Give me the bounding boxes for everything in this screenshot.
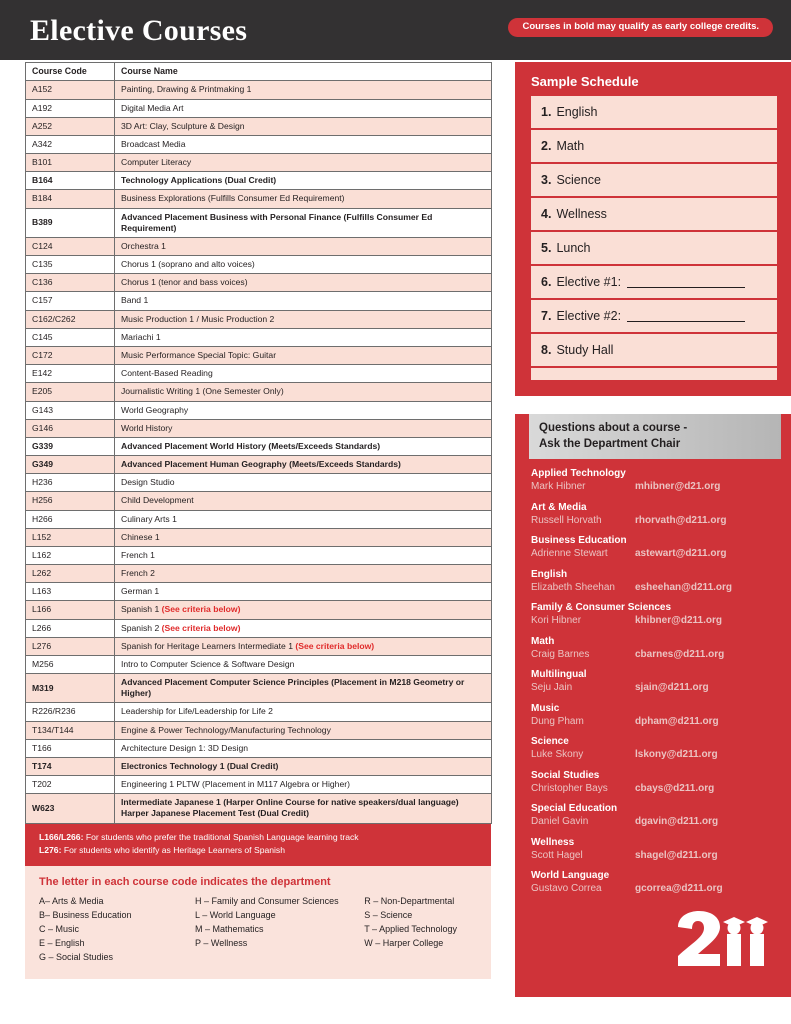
cell-course-code: A252 bbox=[26, 117, 115, 135]
chair-department: Social Studies bbox=[531, 769, 600, 781]
chair-contact-line bbox=[531, 815, 781, 829]
cell-course-name: Journalistic Writing 1 (One Semester Only) bbox=[115, 383, 492, 401]
cell-course-code: C162/C262 bbox=[26, 310, 115, 328]
cell-course-name: Intro to Computer Science & Software Design bbox=[115, 655, 492, 673]
chair-entry bbox=[531, 534, 781, 561]
chair-contact-line bbox=[531, 614, 781, 628]
table-row bbox=[26, 419, 492, 437]
chair-email[interactable]: khibner@d211.org bbox=[635, 615, 722, 627]
cell-course-name: Computer Literacy bbox=[115, 154, 492, 172]
chair-contact-line bbox=[531, 849, 781, 863]
cell-course-code: B184 bbox=[26, 190, 115, 208]
table-row bbox=[26, 674, 492, 703]
chair-department: English bbox=[531, 568, 568, 580]
legend-item: T – Applied Technology bbox=[364, 924, 457, 935]
chair-email[interactable]: gcorrea@d211.org bbox=[635, 883, 723, 895]
criteria-text: For students who identify as Heritage Learners of Spanish bbox=[61, 845, 286, 856]
chair-contact-line bbox=[531, 748, 781, 762]
table-row bbox=[26, 81, 492, 99]
see-criteria-note: (See criteria below) bbox=[161, 622, 241, 633]
legend-item: A– Arts & Media bbox=[39, 896, 104, 907]
schedule-blank-row bbox=[531, 368, 777, 380]
chair-email[interactable]: lskony@d211.org bbox=[635, 749, 718, 761]
table-row bbox=[26, 757, 492, 775]
cell-course-code: H256 bbox=[26, 492, 115, 510]
table-row bbox=[26, 619, 492, 637]
chair-entry bbox=[531, 769, 781, 796]
cell-course-code: T134/T144 bbox=[26, 721, 115, 739]
cell-course-code: L266 bbox=[26, 619, 115, 637]
cell-course-code: M319 bbox=[26, 674, 115, 703]
cell-course-name: Advanced Placement Human Geography (Meets/Exceeds Standards) bbox=[115, 456, 492, 474]
chair-name: Mark Hibner bbox=[531, 481, 586, 493]
table-row bbox=[26, 474, 492, 492]
schedule-period-number: 2. bbox=[541, 139, 552, 153]
legend-item: C – Music bbox=[39, 924, 80, 935]
legend-columns bbox=[39, 895, 477, 965]
chair-department: Applied Technology bbox=[531, 468, 626, 480]
cell-course-name: Spanish 2 (See criteria below) bbox=[115, 619, 492, 637]
chair-name: Russell Horvath bbox=[531, 514, 602, 526]
table-row bbox=[26, 528, 492, 546]
cell-course-name: Engine & Power Technology/Manufacturing Technology bbox=[115, 721, 492, 739]
cell-course-name: Advanced Placement Computer Science Principles (Placement in M218 Geometry or Higher) bbox=[115, 674, 492, 703]
chair-department: World Language bbox=[531, 870, 610, 882]
legend-item: M – Mathematics bbox=[195, 924, 264, 935]
cell-course-name: Business Explorations (Fulfills Consumer Ed Requirement) bbox=[115, 190, 492, 208]
cell-course-code: A192 bbox=[26, 99, 115, 117]
table-row bbox=[26, 721, 492, 739]
cell-course-code: B164 bbox=[26, 172, 115, 190]
cell-course-name: Culinary Arts 1 bbox=[115, 510, 492, 528]
chair-name: Scott Hagel bbox=[531, 849, 583, 861]
criteria-label: L166/L266: bbox=[39, 831, 84, 842]
legend-item: L – World Language bbox=[195, 910, 276, 921]
chair-email[interactable]: sjain@d211.org bbox=[635, 682, 709, 694]
chair-contact-line bbox=[531, 681, 781, 695]
schedule-row bbox=[531, 232, 777, 264]
elective-write-in-line[interactable] bbox=[627, 311, 745, 322]
schedule-period-label: Lunch bbox=[556, 241, 591, 255]
chair-entry bbox=[531, 735, 781, 762]
sample-schedule-title: Sample Schedule bbox=[531, 74, 639, 89]
table-row bbox=[26, 637, 492, 655]
table-row bbox=[26, 99, 492, 117]
legend-item: W – Harper College bbox=[364, 937, 444, 948]
criteria-text: For students who prefer the traditional Spanish Language learning track bbox=[83, 831, 359, 842]
cell-course-code: B389 bbox=[26, 208, 115, 237]
legend-item: E – English bbox=[39, 937, 85, 948]
schedule-period-label: Elective #2: bbox=[556, 309, 622, 323]
cell-course-name: World History bbox=[115, 419, 492, 437]
table-row bbox=[26, 655, 492, 673]
sample-schedule-card bbox=[515, 62, 791, 396]
cell-course-code: A342 bbox=[26, 135, 115, 153]
cell-course-name: Chorus 1 (soprano and alto voices) bbox=[115, 256, 492, 274]
cell-course-name: German 1 bbox=[115, 583, 492, 601]
cell-course-name: Leadership for Life/Leadership for Life 2 bbox=[115, 703, 492, 721]
chair-department: Music bbox=[531, 702, 560, 714]
chair-entry bbox=[531, 568, 781, 595]
chair-entry bbox=[531, 467, 781, 494]
chair-name: Craig Barnes bbox=[531, 648, 590, 660]
table-row bbox=[26, 776, 492, 794]
legend-column bbox=[364, 895, 477, 965]
chair-contact-line bbox=[531, 514, 781, 528]
schedule-row bbox=[531, 164, 777, 196]
logo-area bbox=[515, 903, 791, 987]
schedule-row bbox=[531, 334, 777, 366]
cell-course-code: L162 bbox=[26, 546, 115, 564]
table-row bbox=[26, 154, 492, 172]
cell-course-code: L152 bbox=[26, 528, 115, 546]
schedule-period-label: Elective #1: bbox=[556, 275, 622, 289]
cell-course-name: Broadcast Media bbox=[115, 135, 492, 153]
district-211-logo bbox=[675, 910, 769, 973]
chair-email[interactable]: mhibner@d21.org bbox=[635, 481, 721, 493]
chair-name: Daniel Gavin bbox=[531, 816, 589, 828]
schedule-row bbox=[531, 130, 777, 162]
right-column bbox=[515, 62, 791, 997]
cell-course-code: C172 bbox=[26, 347, 115, 365]
table-row bbox=[26, 601, 492, 619]
table-row bbox=[26, 190, 492, 208]
criteria-label: L276: bbox=[39, 845, 62, 856]
chair-entry bbox=[531, 668, 781, 695]
table-row bbox=[26, 256, 492, 274]
cell-course-code: C145 bbox=[26, 328, 115, 346]
column-header-course-name: Course Name bbox=[115, 63, 492, 81]
schedule-period-label: Wellness bbox=[556, 207, 607, 221]
cell-course-code: L166 bbox=[26, 601, 115, 619]
chair-email[interactable]: cbays@d211.org bbox=[635, 782, 715, 794]
cell-course-code: R226/R236 bbox=[26, 703, 115, 721]
cell-course-code: C157 bbox=[26, 292, 115, 310]
cell-course-name: Orchestra 1 bbox=[115, 237, 492, 255]
see-criteria-note: (See criteria below) bbox=[161, 604, 241, 615]
table-row bbox=[26, 794, 492, 823]
left-column bbox=[25, 62, 491, 979]
page-header bbox=[0, 0, 791, 60]
chair-department: Multilingual bbox=[531, 669, 587, 681]
chair-email[interactable]: dgavin@d211.org bbox=[635, 816, 719, 828]
cell-course-code: T166 bbox=[26, 739, 115, 757]
schedule-period-label: English bbox=[556, 105, 598, 119]
table-row bbox=[26, 328, 492, 346]
chair-entry bbox=[531, 702, 781, 729]
chair-contact-line bbox=[531, 782, 781, 796]
chair-contact-line bbox=[531, 480, 781, 494]
schedule-period-number: 8. bbox=[541, 343, 552, 357]
table-row bbox=[26, 492, 492, 510]
cell-course-name: Child Development bbox=[115, 492, 492, 510]
page-title: Elective Courses bbox=[30, 14, 248, 47]
legend-item: P – Wellness bbox=[195, 937, 248, 948]
chair-department: Family & Consumer Sciences bbox=[531, 602, 672, 614]
chair-department: Wellness bbox=[531, 836, 575, 848]
table-row bbox=[26, 401, 492, 419]
chair-contact-line bbox=[531, 648, 781, 662]
cell-course-name: Content-Based Reading bbox=[115, 365, 492, 383]
cell-course-name: Music Performance Special Topic: Guitar bbox=[115, 347, 492, 365]
chair-department: Math bbox=[531, 635, 555, 647]
cell-course-name: Design Studio bbox=[115, 474, 492, 492]
legend-column bbox=[39, 895, 195, 965]
cell-course-name: Band 1 bbox=[115, 292, 492, 310]
legend-item: H – Family and Consumer Sciences bbox=[195, 896, 339, 907]
cell-course-name: Spanish for Heritage Learners Intermediate 1 (See criteria below) bbox=[115, 637, 492, 655]
heading-line-2: Ask the Department Chair bbox=[539, 437, 681, 450]
chair-email[interactable]: astewart@d211.org bbox=[635, 548, 727, 560]
cell-course-code: L163 bbox=[26, 583, 115, 601]
schedule-row bbox=[531, 198, 777, 230]
criteria-line bbox=[39, 844, 481, 858]
cell-course-code: B101 bbox=[26, 154, 115, 172]
cell-course-code: E142 bbox=[26, 365, 115, 383]
table-header-row bbox=[26, 63, 492, 81]
chair-email[interactable]: cbarnes@d211.org bbox=[635, 648, 725, 660]
department-chair-heading bbox=[529, 414, 781, 459]
chair-name: Adrienne Stewart bbox=[531, 548, 608, 560]
legend-item: S – Science bbox=[364, 910, 413, 921]
chair-name: Kori Hibner bbox=[531, 615, 582, 627]
cell-course-code: G339 bbox=[26, 437, 115, 455]
cell-course-name: Mariachi 1 bbox=[115, 328, 492, 346]
cell-course-code: H236 bbox=[26, 474, 115, 492]
cell-course-name: Technology Applications (Dual Credit) bbox=[115, 172, 492, 190]
schedule-period-number: 4. bbox=[541, 207, 552, 221]
table-row bbox=[26, 510, 492, 528]
schedule-period-number: 1. bbox=[541, 105, 552, 119]
cell-course-code: C124 bbox=[26, 237, 115, 255]
chair-email[interactable]: shagel@d211.org bbox=[635, 849, 718, 861]
cell-course-name: Painting, Drawing & Printmaking 1 bbox=[115, 81, 492, 99]
chair-name: Gustavo Correa bbox=[531, 883, 602, 895]
cell-course-name: World Geography bbox=[115, 401, 492, 419]
table-row bbox=[26, 383, 492, 401]
chair-contact-line bbox=[531, 547, 781, 561]
cell-course-code: G146 bbox=[26, 419, 115, 437]
schedule-row bbox=[531, 300, 777, 332]
column-header-course-code: Course Code bbox=[26, 63, 115, 81]
chair-email[interactable]: rhorvath@d211.org bbox=[635, 514, 727, 526]
schedule-row bbox=[531, 96, 777, 128]
schedule-period-label: Study Hall bbox=[556, 343, 614, 357]
chair-entry bbox=[531, 836, 781, 863]
cell-course-code: H266 bbox=[26, 510, 115, 528]
see-criteria-note: (See criteria below) bbox=[295, 640, 375, 651]
cell-course-code: C136 bbox=[26, 274, 115, 292]
table-row bbox=[26, 437, 492, 455]
table-row bbox=[26, 135, 492, 153]
cell-course-code: A152 bbox=[26, 81, 115, 99]
chair-entry bbox=[531, 869, 781, 896]
chair-department: Art & Media bbox=[531, 501, 587, 513]
chair-email[interactable]: dpham@d211.org bbox=[635, 715, 719, 727]
cell-course-code: L262 bbox=[26, 565, 115, 583]
table-row bbox=[26, 365, 492, 383]
cell-course-code: G143 bbox=[26, 401, 115, 419]
sample-schedule-list bbox=[531, 96, 777, 366]
table-row bbox=[26, 117, 492, 135]
cell-course-name: Intermediate Japanese 1 (Harper Online Course for native speakers/dual language) Harper Japanese Placement Test (Dual Credit) bbox=[115, 794, 492, 823]
heading-line-1: Questions about a course - bbox=[539, 422, 688, 434]
cell-course-code: T174 bbox=[26, 757, 115, 775]
chair-entry bbox=[531, 802, 781, 829]
table-row bbox=[26, 310, 492, 328]
legend-item: B– Business Education bbox=[39, 910, 132, 921]
schedule-period-number: 6. bbox=[541, 275, 552, 289]
department-chair-card bbox=[515, 414, 791, 997]
legend-column bbox=[195, 895, 364, 965]
cell-course-name: Spanish 1 (See criteria below) bbox=[115, 601, 492, 619]
legend-item: R – Non-Departmental bbox=[364, 896, 455, 907]
chair-name: Seju Jain bbox=[531, 682, 573, 694]
chair-name: Dung Pham bbox=[531, 715, 584, 727]
chair-name: Elizabeth Sheehan bbox=[531, 581, 615, 593]
cell-course-code: G349 bbox=[26, 456, 115, 474]
chair-department: Science bbox=[531, 736, 569, 748]
chair-name: Christopher Bays bbox=[531, 782, 608, 794]
chair-contact-line bbox=[531, 882, 781, 896]
table-row bbox=[26, 274, 492, 292]
chair-entry bbox=[531, 601, 781, 628]
chair-entry bbox=[531, 635, 781, 662]
cell-course-name: Digital Media Art bbox=[115, 99, 492, 117]
cell-course-code: E205 bbox=[26, 383, 115, 401]
table-row bbox=[26, 208, 492, 237]
criteria-line bbox=[39, 831, 481, 845]
department-letter-legend bbox=[25, 866, 491, 979]
elective-courses-table bbox=[25, 62, 492, 824]
logo-graduates-icon bbox=[675, 910, 769, 968]
table-row bbox=[26, 456, 492, 474]
chair-name: Luke Skony bbox=[531, 749, 584, 761]
schedule-period-label: Math bbox=[556, 139, 585, 153]
cell-course-name: Advanced Placement Business with Personal Finance (Fulfills Consumer Ed Requirement) bbox=[115, 208, 492, 237]
table-body bbox=[26, 81, 492, 823]
cell-course-name: Architecture Design 1: 3D Design bbox=[115, 739, 492, 757]
legend-item: G – Social Studies bbox=[39, 951, 114, 962]
cell-course-code: C135 bbox=[26, 256, 115, 274]
department-chair-list bbox=[515, 459, 791, 896]
cell-course-name: 3D Art: Clay, Sculpture & Design bbox=[115, 117, 492, 135]
schedule-period-number: 3. bbox=[541, 173, 552, 187]
cell-course-name: Chinese 1 bbox=[115, 528, 492, 546]
table-row bbox=[26, 292, 492, 310]
spanish-criteria-box bbox=[25, 824, 491, 867]
schedule-period-label: Science bbox=[556, 173, 601, 187]
cell-course-name: French 1 bbox=[115, 546, 492, 564]
chair-contact-line bbox=[531, 581, 781, 595]
table-row bbox=[26, 546, 492, 564]
table-row bbox=[26, 703, 492, 721]
table-row bbox=[26, 172, 492, 190]
cell-course-name: Engineering 1 PLTW (Placement in M117 Algebra or Higher) bbox=[115, 776, 492, 794]
chair-contact-line bbox=[531, 715, 781, 729]
cell-course-code: M256 bbox=[26, 655, 115, 673]
chair-department: Special Education bbox=[531, 803, 618, 815]
legend-title: The letter in each course code indicates the department bbox=[39, 876, 331, 889]
cell-course-code: T202 bbox=[26, 776, 115, 794]
cell-course-name: Electronics Technology 1 (Dual Credit) bbox=[115, 757, 492, 775]
table-row bbox=[26, 583, 492, 601]
cell-course-code: W623 bbox=[26, 794, 115, 823]
early-college-credit-badge: Courses in bold may qualify as early college credits. bbox=[508, 18, 773, 37]
cell-course-name: Advanced Placement World History (Meets/Exceeds Standards) bbox=[115, 437, 492, 455]
chair-entry bbox=[531, 501, 781, 528]
cell-course-name: French 2 bbox=[115, 565, 492, 583]
cell-course-name: Chorus 1 (tenor and bass voices) bbox=[115, 274, 492, 292]
elective-write-in-line[interactable] bbox=[627, 277, 745, 288]
schedule-period-number: 5. bbox=[541, 241, 552, 255]
table-row bbox=[26, 565, 492, 583]
table-row bbox=[26, 347, 492, 365]
chair-email[interactable]: esheehan@d211.org bbox=[635, 581, 733, 593]
cell-course-name: Music Production 1 / Music Production 2 bbox=[115, 310, 492, 328]
cell-course-code: L276 bbox=[26, 637, 115, 655]
schedule-period-number: 7. bbox=[541, 309, 552, 323]
table-row bbox=[26, 237, 492, 255]
table-row bbox=[26, 739, 492, 757]
schedule-row bbox=[531, 266, 777, 298]
chair-department: Business Education bbox=[531, 535, 627, 547]
